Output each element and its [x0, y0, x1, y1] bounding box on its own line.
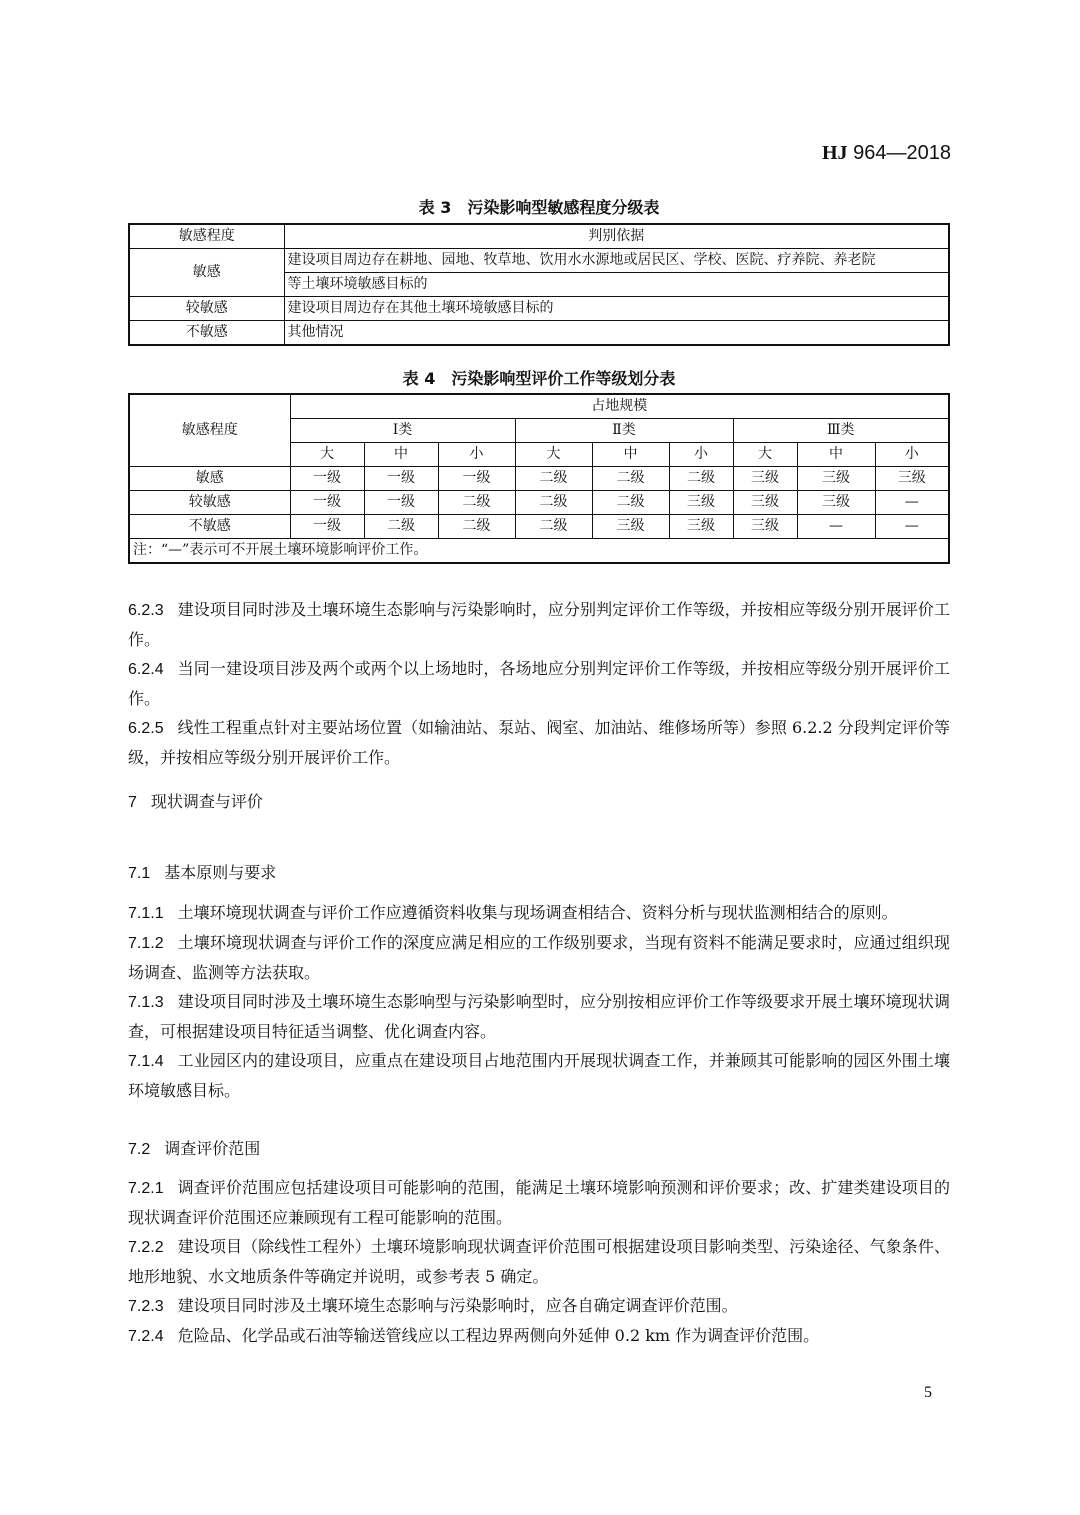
table-note: 注：“—”表示可不开展土壤环境影响评价工作。: [129, 539, 949, 564]
clause-text: 调查评价范围应包括建设项目可能影响的范围，能满足土壤环境影响预测和评价要求；改、扩建类建设项目的现状调查评价范围还应兼顾现有工程可能影响的范围。: [128, 1178, 950, 1227]
table-header: 中: [592, 443, 669, 467]
table-cell: 三级: [733, 491, 797, 515]
clause-text: 线性工程重点针对主要站场位置（如输油站、泵站、阀室、加油站、维修场所等）参照 6.2.2 分段判定评价等级，并按相应等级分别开展评价工作。: [128, 718, 950, 767]
clause-7-1-4: [128, 1046, 950, 1105]
clause-7-1-1: [128, 898, 950, 928]
section-6-2-paragraphs: [128, 595, 950, 772]
clause-text: 工业园区内的建设项目，应重点在建设项目占地范围内开展现状调查工作，并兼顾其可能影响的园区外围土壤环境敏感目标。: [128, 1051, 950, 1100]
table-header: 中: [364, 443, 438, 467]
table-cell: 不敏感: [129, 515, 290, 539]
section-number: 7.1: [128, 865, 151, 882]
table-row: [129, 297, 949, 321]
table-row: [129, 515, 949, 539]
section-number: 7: [128, 794, 137, 811]
table-cell: 敏感: [129, 467, 290, 491]
clause-number: 6.2.5: [128, 720, 164, 737]
table-cell: 三级: [797, 467, 875, 491]
table-cell: 二级: [515, 515, 592, 539]
table-row: [129, 249, 949, 297]
table-header: 占地规模: [290, 394, 949, 419]
table-cell: 三级: [669, 491, 733, 515]
section-7-1-heading: [128, 860, 276, 883]
cell-line: 等土壤环境敏感目标的: [287, 276, 428, 292]
clause-7-2-4: [128, 1321, 950, 1351]
table-cell: 一级: [290, 515, 364, 539]
table-row: [129, 491, 949, 515]
table-cell: —: [797, 515, 875, 539]
clause-7-1-2: [128, 928, 950, 987]
standard-prefix: HJ: [822, 142, 848, 164]
table4: [128, 393, 950, 564]
table-cell: 三级: [592, 515, 669, 539]
clause-7-2-3: [128, 1291, 950, 1321]
table-header: 敏感程度: [129, 394, 290, 467]
table-cell: 不敏感: [129, 321, 284, 346]
table-header: 小: [438, 443, 515, 467]
table-cell: 一级: [290, 467, 364, 491]
clause-text: 建设项目同时涉及土壤环境生态影响型与污染影响型时，应分别按相应评价工作等级要求开展土壤环境现状调查，可根据建设项目特征适当调整、优化调查内容。: [128, 992, 950, 1041]
table-header: 判别依据: [284, 224, 949, 249]
table3: [128, 223, 950, 346]
table-row: [129, 321, 949, 346]
table-cell: 三级: [669, 515, 733, 539]
page-number: 5: [924, 1384, 932, 1401]
table-cell: —: [875, 491, 949, 515]
section-title: 基本原则与要求: [164, 863, 277, 882]
section-title: 调查评价范围: [164, 1139, 261, 1158]
clause-number: 7.1.2: [128, 935, 164, 952]
clause-text: 土壤环境现状调查与评价工作的深度应满足相应的工作级别要求，当现有资料不能满足要求时，应通过组织现场调查、监测等方法获取。: [128, 933, 950, 982]
clause-7-1-3: [128, 987, 950, 1046]
table-cell: 一级: [438, 467, 515, 491]
table-row: [129, 224, 949, 249]
clause-6-2-4: [128, 654, 950, 713]
section-7-2-heading: [128, 1136, 260, 1159]
table-cell: 敏感: [129, 249, 284, 297]
table-cell: 二级: [438, 491, 515, 515]
table4-caption: 表 4 污染影响型评价工作等级划分表: [402, 369, 676, 388]
table-row: [129, 467, 949, 491]
table-cell: 二级: [515, 467, 592, 491]
table-header: 大: [733, 443, 797, 467]
table-cell: 三级: [875, 467, 949, 491]
table-cell: 较敏感: [129, 491, 290, 515]
clause-text: 危险品、化学品或石油等输送管线应以工程边界两侧向外延伸 0.2 km 作为调查评价范围。: [177, 1326, 820, 1345]
table-header: 大: [290, 443, 364, 467]
table-header: Ⅲ类: [733, 419, 949, 443]
clause-number: 7.2.3: [128, 1298, 164, 1315]
table-cell: 三级: [733, 515, 797, 539]
standard-code: [822, 142, 951, 165]
clause-6-2-5: [128, 713, 950, 772]
table-cell: 二级: [515, 491, 592, 515]
table-cell: 一级: [290, 491, 364, 515]
section-title: 现状调查与评价: [150, 792, 263, 811]
table-cell: 建设项目周边存在其他土壤环境敏感目标的: [284, 297, 949, 321]
table-header: Ⅱ类: [515, 419, 733, 443]
clause-6-2-3: [128, 595, 950, 654]
table-header: 小: [669, 443, 733, 467]
table-header: 大: [515, 443, 592, 467]
table-cell: 一级: [364, 467, 438, 491]
section-7-2-paragraphs: [128, 1173, 950, 1351]
table-cell: —: [875, 515, 949, 539]
clause-number: 7.1.3: [128, 994, 164, 1011]
table-cell: 二级: [438, 515, 515, 539]
clause-number: 7.2.4: [128, 1328, 164, 1345]
section-7-heading: [128, 789, 263, 812]
table-cell: [284, 249, 949, 297]
clause-number: 6.2.4: [128, 661, 164, 678]
table-cell: 二级: [364, 515, 438, 539]
clause-number: 7.1.4: [128, 1053, 164, 1070]
clause-number: 7.1.1: [128, 905, 164, 922]
section-7-1-paragraphs: [128, 898, 950, 1105]
clause-text: 建设项目（除线性工程外）土壤环境影响现状调查评价范围可根据建设项目影响类型、污染途径、气象条件、地形地貌、水文地质条件等确定并说明，或参考表 5 确定。: [128, 1237, 950, 1286]
clause-7-2-1: [128, 1173, 950, 1232]
cell-line: 建设项目周边存在耕地、园地、牧草地、饮用水水源地或居民区、学校、医院、疗养院、养老院: [285, 249, 949, 273]
table-header: 小: [875, 443, 949, 467]
table-header: Ⅰ类: [290, 419, 515, 443]
clause-text: 土壤环境现状调查与评价工作应遵循资料收集与现场调查相结合、资料分析与现状监测相结合的原则。: [177, 903, 898, 922]
table-cell: 较敏感: [129, 297, 284, 321]
table-cell: 一级: [364, 491, 438, 515]
table-cell: 其他情况: [284, 321, 949, 346]
table-cell: 三级: [733, 467, 797, 491]
clause-text: 当同一建设项目涉及两个或两个以上场地时，各场地应分别判定评价工作等级，并按相应等级分别开展评价工作。: [128, 659, 950, 708]
section-number: 7.2: [128, 1141, 151, 1158]
table-row: [129, 539, 949, 564]
table-header: 敏感程度: [129, 224, 284, 249]
clause-number: 7.2.2: [128, 1239, 164, 1256]
clause-7-2-2: [128, 1232, 950, 1291]
table-cell: 二级: [669, 467, 733, 491]
standard-number: 964—2018: [853, 142, 951, 164]
clause-number: 6.2.3: [128, 602, 164, 619]
table-cell: 二级: [592, 467, 669, 491]
table-row: [129, 394, 949, 419]
clause-text: 建设项目同时涉及土壤环境生态影响与污染影响时，应分别判定评价工作等级，并按相应等级分别开展评价工作。: [128, 600, 950, 649]
table-cell: 三级: [797, 491, 875, 515]
clause-text: 建设项目同时涉及土壤环境生态影响与污染影响时，应各自确定调查评价范围。: [177, 1296, 738, 1315]
table-header: 中: [797, 443, 875, 467]
table-cell: 二级: [592, 491, 669, 515]
table3-caption: 表 3 污染影响型敏感程度分级表: [418, 198, 660, 217]
clause-number: 7.2.1: [128, 1180, 164, 1197]
